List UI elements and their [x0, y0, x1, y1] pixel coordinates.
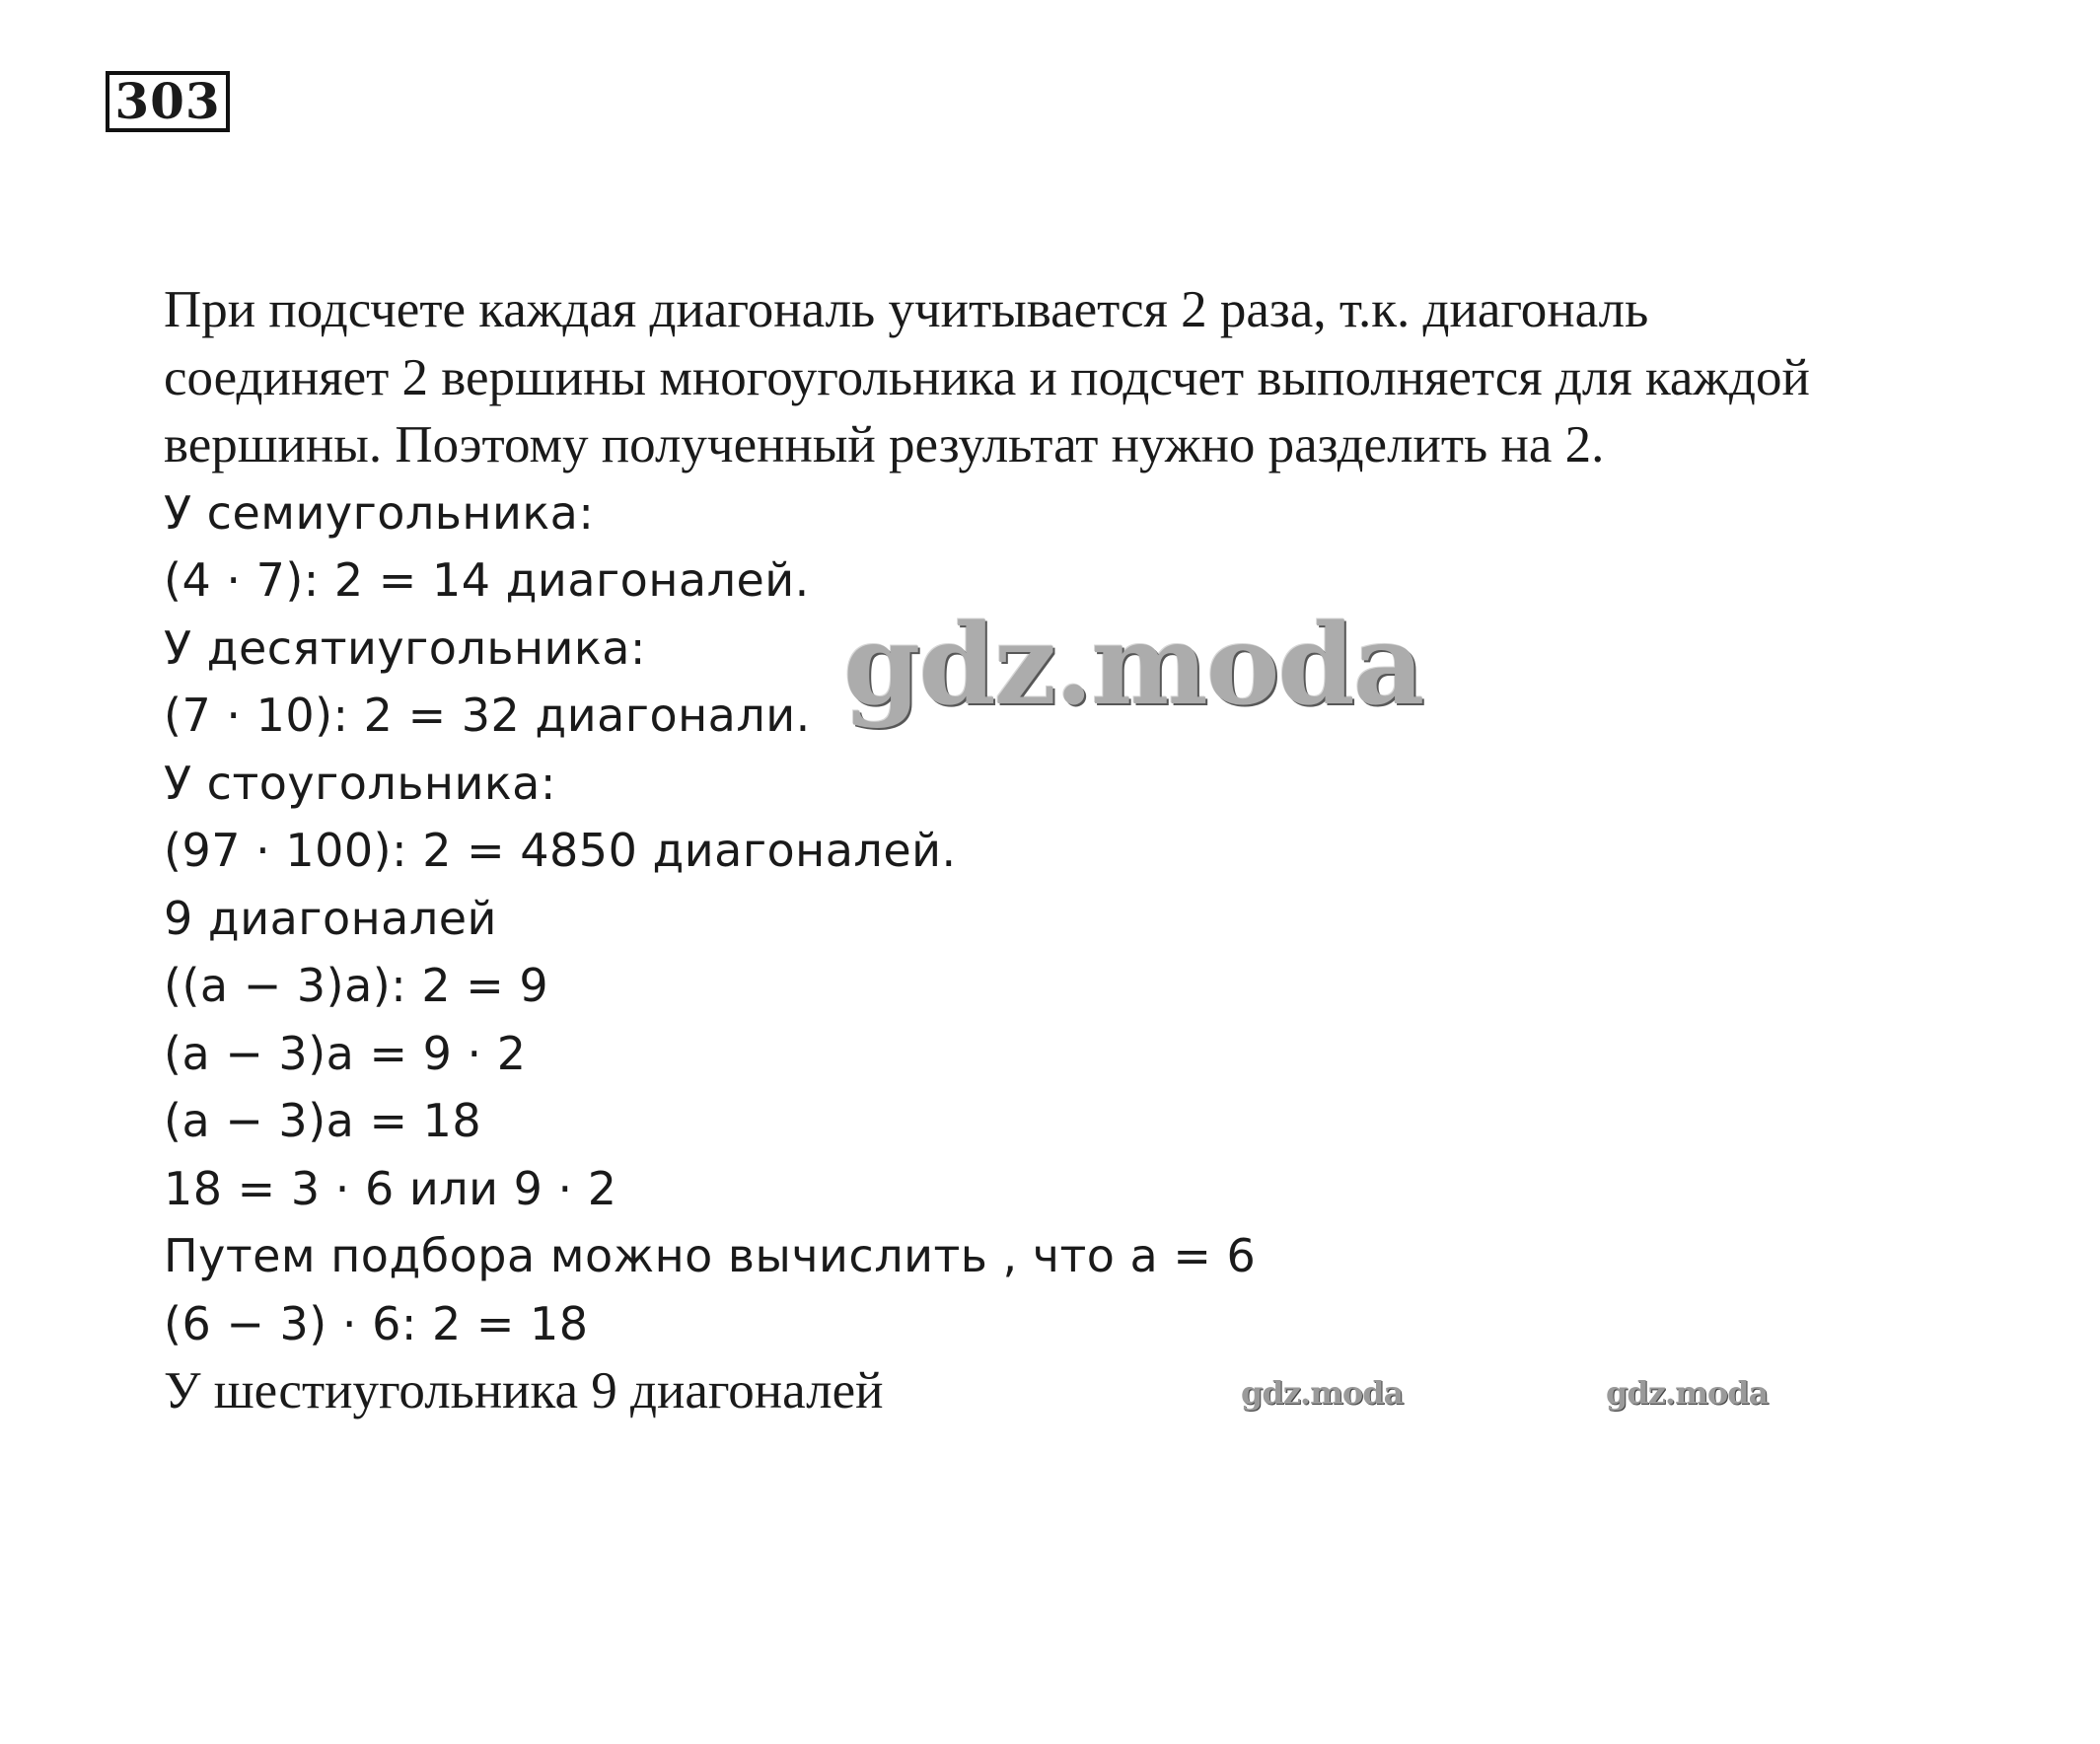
solution-line: вершины. Поэтому полученный результат нужно разделить на 2. [164, 416, 1605, 473]
problem-number: 303 [106, 71, 230, 132]
solution-line: При подсчете каждая диагональ учитывается 2 раза, т.к. диагональ [164, 281, 1649, 338]
solution-line: У шестиугольника 9 диагоналей [164, 1362, 884, 1419]
solution-line: ((a − 3)a): 2 = 9 [164, 959, 549, 1012]
solution-line: (a − 3)a = 9 · 2 [164, 1026, 527, 1080]
solution-line: У стоугольника: [164, 756, 556, 810]
solution-line: 9 диагоналей [164, 891, 497, 945]
solution-line: 18 = 3 · 6 или 9 · 2 [164, 1161, 617, 1215]
watermark-small: gdz.moda [1241, 1374, 1404, 1412]
solution-line: соединяет 2 вершины многоугольника и подсчет выполняется для каждой [164, 348, 1810, 406]
solution-line: (6 − 3) · 6: 2 = 18 [164, 1296, 589, 1350]
solution-line: (a − 3)a = 18 [164, 1094, 482, 1147]
solution-text [164, 276, 2087, 1425]
solution-line: (7 · 10): 2 = 32 диагонали. [164, 689, 811, 742]
solution-line: У семиугольника: [164, 485, 595, 540]
solution-line: (4 · 7): 2 = 14 диагоналей. [164, 553, 810, 607]
solution-line: Путем подбора можно вычислить , что a = 6 [164, 1229, 1257, 1282]
watermark-logo: gdz.moda [843, 601, 1423, 730]
watermark-small: gdz.moda [1606, 1374, 1769, 1412]
solution-line: (97 · 100): 2 = 4850 диагоналей. [164, 824, 957, 877]
solution-line: У десятиугольника: [164, 620, 646, 675]
